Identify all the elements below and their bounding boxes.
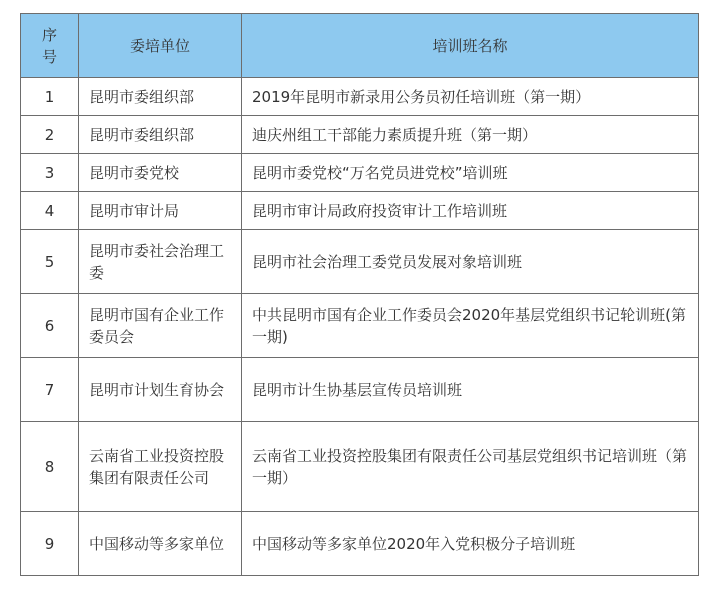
cell-serial-number: 6	[21, 294, 79, 358]
table-row	[21, 358, 699, 422]
training-class-table	[20, 13, 699, 576]
table-row	[21, 422, 699, 512]
cell-class-name: 昆明市审计局政府投资审计工作培训班	[242, 192, 699, 230]
table-body	[21, 78, 699, 576]
header-commissioning-unit: 委培单位	[79, 14, 242, 78]
cell-serial-number: 1	[21, 78, 79, 116]
table-row	[21, 116, 699, 154]
header-class-name: 培训班名称	[242, 14, 699, 78]
cell-class-name: 2019年昆明市新录用公务员初任培训班（第一期）	[242, 78, 699, 116]
cell-class-name: 中国移动等多家单位2020年入党积极分子培训班	[242, 512, 699, 576]
table-row	[21, 154, 699, 192]
cell-class-name: 昆明市委党校“万名党员进党校”培训班	[242, 154, 699, 192]
cell-serial-number: 3	[21, 154, 79, 192]
cell-commissioning-unit: 昆明市委组织部	[79, 78, 242, 116]
cell-commissioning-unit: 昆明市审计局	[79, 192, 242, 230]
cell-class-name: 迪庆州组工干部能力素质提升班（第一期）	[242, 116, 699, 154]
cell-commissioning-unit: 中国移动等多家单位	[79, 512, 242, 576]
cell-class-name: 中共昆明市国有企业工作委员会2020年基层党组织书记轮训班(第一期)	[242, 294, 699, 358]
table-header	[21, 14, 699, 78]
cell-commissioning-unit: 昆明市委党校	[79, 154, 242, 192]
cell-serial-number: 4	[21, 192, 79, 230]
table-row	[21, 78, 699, 116]
training-table-container	[20, 13, 699, 576]
cell-class-name: 昆明市计生协基层宣传员培训班	[242, 358, 699, 422]
table-row	[21, 294, 699, 358]
cell-serial-number: 2	[21, 116, 79, 154]
table-row	[21, 192, 699, 230]
cell-serial-number: 7	[21, 358, 79, 422]
cell-class-name: 云南省工业投资控股集团有限责任公司基层党组织书记培训班（第一期）	[242, 422, 699, 512]
table-row	[21, 512, 699, 576]
cell-class-name: 昆明市社会治理工委党员发展对象培训班	[242, 230, 699, 294]
cell-serial-number: 5	[21, 230, 79, 294]
cell-serial-number: 9	[21, 512, 79, 576]
header-serial-number: 序号	[21, 14, 79, 78]
table-row	[21, 230, 699, 294]
cell-commissioning-unit: 昆明市委社会治理工委	[79, 230, 242, 294]
cell-serial-number: 8	[21, 422, 79, 512]
header-row	[21, 14, 699, 78]
cell-commissioning-unit: 云南省工业投资控股集团有限责任公司	[79, 422, 242, 512]
cell-commissioning-unit: 昆明市委组织部	[79, 116, 242, 154]
cell-commissioning-unit: 昆明市计划生育协会	[79, 358, 242, 422]
cell-commissioning-unit: 昆明市国有企业工作委员会	[79, 294, 242, 358]
